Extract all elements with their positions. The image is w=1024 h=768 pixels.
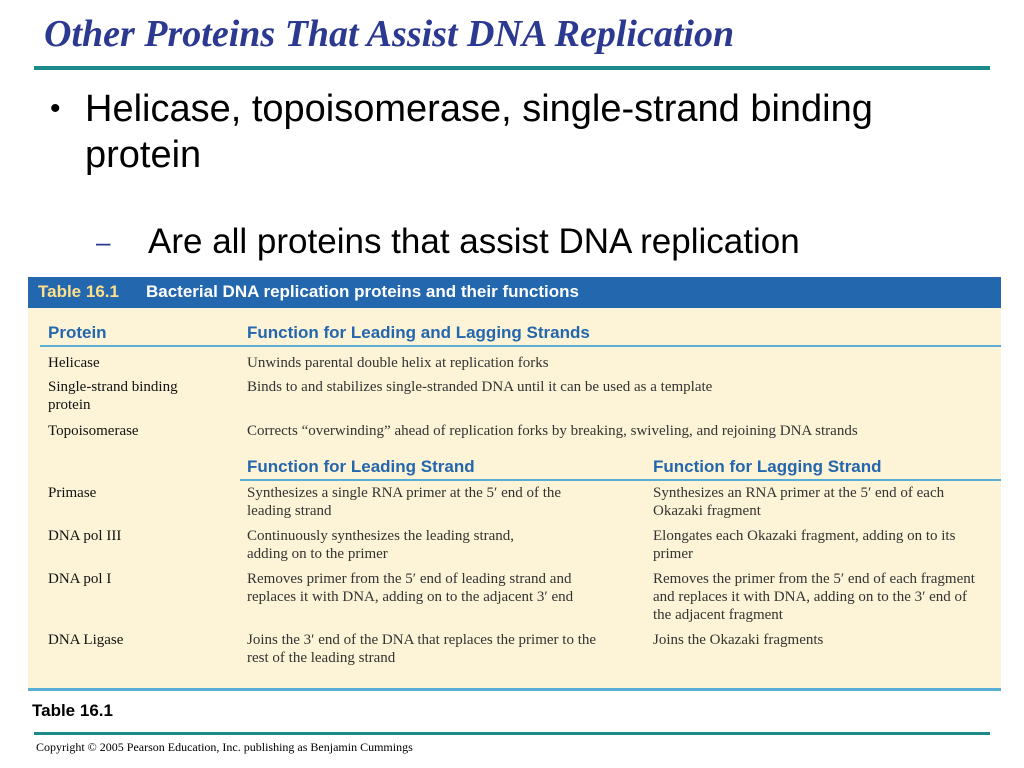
lagging-dna-pol-iii: Elongates each Okazaki fragment, adding on to its primer: [653, 528, 956, 562]
leading-dna-ligase: Joins the 3′ end of the DNA that replaces the primer to the rest of the leading strand: [247, 632, 597, 666]
protein-helicase: Helicase: [48, 355, 100, 371]
lagging-dna-ligase: Joins the Okazaki fragments: [653, 632, 824, 648]
slide-title: Other Proteins That Assist DNA Replication: [44, 13, 735, 55]
table-caption: Bacterial DNA replication proteins and their functions: [146, 282, 579, 301]
function-helicase: Unwinds parental double helix at replication forks: [247, 355, 549, 371]
table-header-bar: [28, 277, 1001, 308]
col-head-divider: [40, 345, 1001, 347]
protein-table: [28, 277, 1001, 690]
col-head-leading: Function for Leading Strand: [247, 457, 475, 476]
sub-bullet-marker: –: [96, 227, 111, 257]
title-divider: [34, 66, 990, 70]
protein-ssb: Single-strand binding protein: [48, 379, 178, 413]
col-head-protein: Protein: [48, 323, 107, 342]
leading-dna-pol-i: Removes primer from the 5′ end of leading strand and replaces it with DNA, adding on to the adjacent 3′ end: [247, 571, 574, 605]
protein-dna-ligase: DNA Ligase: [48, 632, 124, 648]
leading-primase: Synthesizes a single RNA primer at the 5′ end of the leading strand: [247, 485, 562, 519]
lagging-primase: Synthesizes an RNA primer at the 5′ end of each Okazaki fragment: [653, 485, 945, 519]
table-bottom-rule: [28, 688, 1001, 691]
col-head-both: Function for Leading and Lagging Strands: [247, 323, 590, 342]
col-head-lagging: Function for Lagging Strand: [653, 457, 882, 476]
sub-bullet-text: Are all proteins that assist DNA replication: [148, 222, 800, 261]
protein-topoisomerase: Topoisomerase: [48, 423, 139, 439]
lagging-dna-pol-i: Removes the primer from the 5′ end of each fragment and replaces it with DNA, adding on to the 3′ end of the adjacent fragment: [653, 571, 975, 623]
split-head-divider: [240, 479, 1001, 481]
table-number: Table 16.1: [38, 282, 119, 301]
leading-dna-pol-iii: Continuously synthesizes the leading strand, adding on to the primer: [247, 528, 515, 562]
footer-divider: [34, 732, 990, 735]
protein-primase: Primase: [48, 485, 97, 501]
bullet-text: Helicase, topoisomerase, single-strand binding protein: [85, 88, 873, 176]
protein-dna-pol-i: DNA pol I: [48, 571, 112, 587]
figure-caption: Table 16.1: [32, 701, 113, 720]
function-topoisomerase: Corrects “overwinding” ahead of replication forks by breaking, swiveling, and rejoining DNA strands: [247, 423, 858, 439]
bullet-marker: •: [50, 92, 61, 125]
function-ssb: Binds to and stabilizes single-stranded DNA until it can be used as a template: [247, 379, 713, 395]
copyright-notice: Copyright © 2005 Pearson Education, Inc. publishing as Benjamin Cummings: [36, 740, 413, 754]
protein-dna-pol-iii: DNA pol III: [48, 528, 122, 544]
